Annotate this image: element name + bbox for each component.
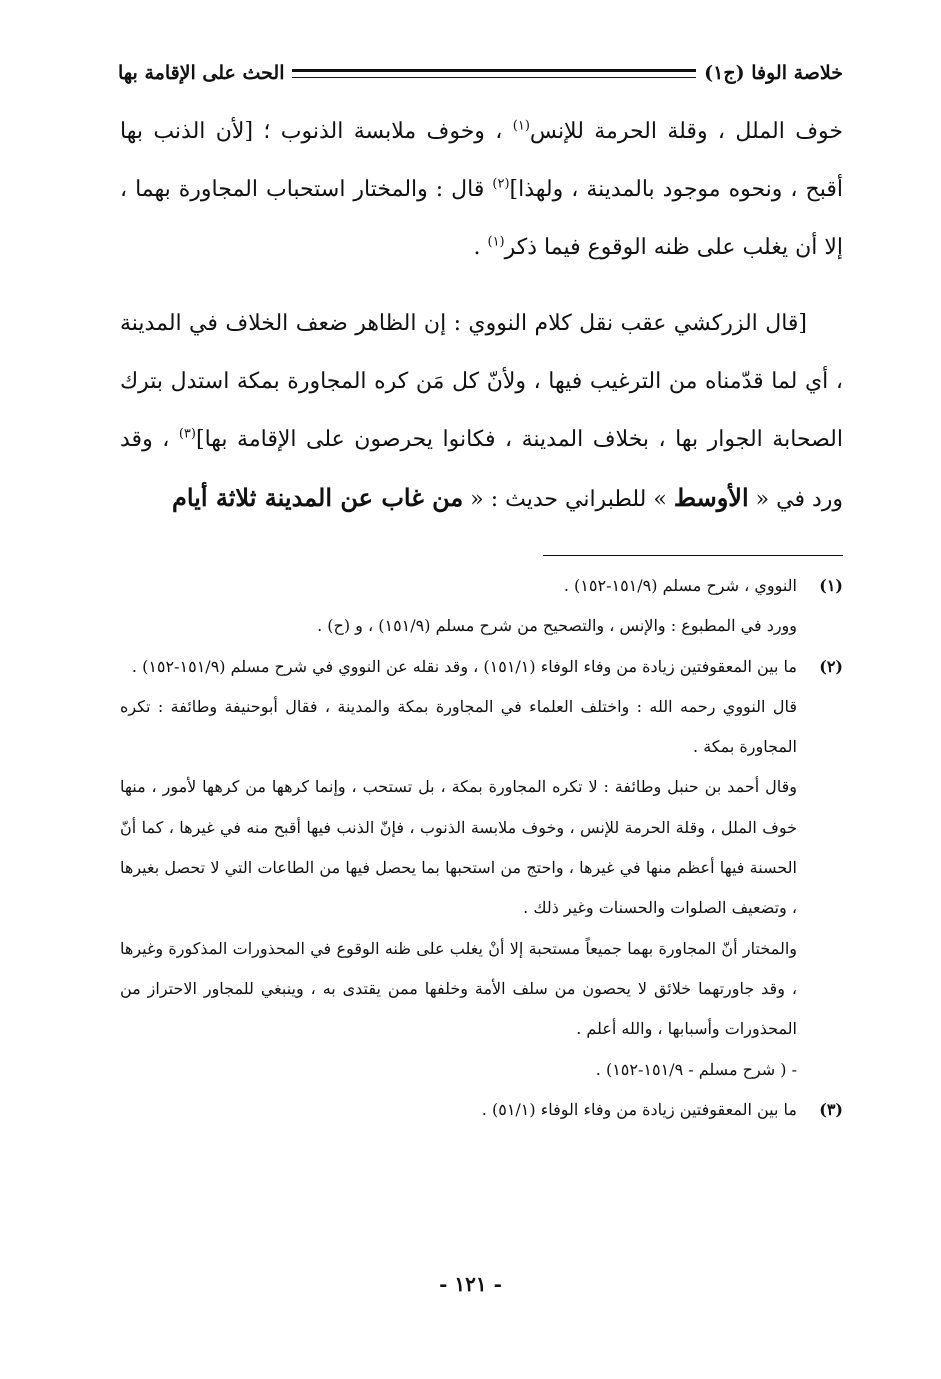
paragraph-1-text-b: ، وخوف ملابسة الذنوب ؛ [لأن الذنب بها أقبح ، ونحوه موجود بالمدينة ، ولهذا] bbox=[120, 119, 843, 202]
footnote-line: والمختار أنّ المجاورة بهما جميعاً مستحبة إلا أنْ يغلب على ظنه الوقوع في المحذورات المذكورة وغيرها ، وقد جاورتهما خلائق لا يحصون من سلف الأمة وخلفها ممن يقتدى به ، وينبغي للمجاور الاحتراز من المحذورات وأسبابها ، والله أعلم . bbox=[120, 938, 797, 1039]
footnotes bbox=[120, 566, 843, 1130]
footnote-1 bbox=[120, 566, 843, 647]
footnote-line: ما بين المعقوفتين زيادة من وفاء الوفاء (١٥١/١) ، وقد نقله عن النووي في شرح مسلم (١٥١/٩-١٥٢) . bbox=[131, 656, 797, 676]
footnote-line: النووي ، شرح مسلم (١٥١/٩-١٥٢) . bbox=[563, 576, 797, 595]
footnote-line: - ( شرح مسلم - ١٥١/٩-١٥٢) . bbox=[595, 1059, 797, 1079]
footnote-number: (٢) bbox=[819, 656, 843, 676]
book-title-emphasis: الأوسط bbox=[673, 483, 749, 512]
header-book-title: خلاصة الوفا (ج١) bbox=[704, 62, 843, 84]
footnote-separator bbox=[543, 555, 843, 556]
paragraph-1-text-d: . bbox=[473, 235, 488, 260]
main-text bbox=[120, 103, 843, 529]
footnote-number: (٣) bbox=[819, 1099, 843, 1119]
footnote-body bbox=[120, 566, 797, 647]
footnote-2 bbox=[120, 647, 843, 1090]
hadith-emphasis: من غاب عن المدينة ثلاثة أيام bbox=[172, 483, 464, 512]
footnote-body bbox=[120, 647, 797, 1090]
footnote-line: وقال أحمد بن حنبل وطائفة : لا تكره المجاورة بمكة ، بل تستحب ، وإنما كرهها من كرهها لأمور ، منها خوف الملل ، وقلة الحرمة للإنس ، وخوف ملابسة الذنوب ، فإنّ الذنب فيها أقبح منه في غيرها ، كما أنّ الحسنة فيها أعظم منها في غيرها ، واحتج من استحبها بما يحصل فيها من الطاعات التي لا تحصل بغيرها ، وتضعيف الصلوات والحسنات وغير ذلك . bbox=[120, 777, 797, 918]
running-header bbox=[118, 56, 843, 90]
footnote-ref: (٣) bbox=[178, 426, 196, 442]
paragraph-1-text-a: خوف الملل ، وقلة الحرمة للإنس bbox=[529, 119, 843, 144]
paragraph-1-text-c: قال : والمختار استحباب المجاورة بهما ، إلا أن يغلب على ظنه الوقوع فيما ذكر bbox=[120, 177, 843, 260]
footnote-body bbox=[120, 1090, 797, 1130]
footnote-ref: (١) bbox=[512, 118, 530, 134]
paragraph-1 bbox=[120, 103, 843, 277]
paragraph-2 bbox=[120, 295, 843, 529]
footnote-number: (١) bbox=[819, 576, 843, 595]
footnote-ref: (٢) bbox=[492, 176, 510, 192]
paragraph-2-text-c: » للطبراني حديث : « bbox=[463, 487, 674, 512]
footnote-line: وورد في المطبوع : والإنس ، والتصحيح من شرح مسلم (١٥١/٩) ، و (ح) . bbox=[317, 616, 797, 636]
footnote-3 bbox=[120, 1090, 843, 1130]
header-chapter-title: الحث على الإقامة بها bbox=[118, 62, 285, 84]
paragraph-2-text-b: ، وقد ورد في « bbox=[120, 427, 843, 512]
header-rule bbox=[292, 69, 696, 78]
footnote-ref: (١) bbox=[487, 234, 505, 250]
page-number: - ١٢١ - bbox=[439, 1272, 502, 1296]
footnote-line: قال النووي رحمه الله : واختلف العلماء في المجاورة بمكة والمدينة ، فقال أبوحنيفة وطائفة : تكره المجاورة بمكة . bbox=[120, 696, 797, 757]
footnote-line: ما بين المعقوفتين زيادة من وفاء الوفاء (٥١/١) . bbox=[481, 1099, 797, 1119]
paragraph-2-text-a: [قال الزركشي عقب نقل كلام النووي : إن الظاهر ضعف الخلاف في المدينة ، أي لما قدّمناه من الترغيب فيها ، ولأنّ كل مَن كره المجاورة بمكة استدل بترك الصحابة الجوار بها ، بخلاف المدينة ، فكانوا يحرصون على الإقامة بها] bbox=[120, 311, 844, 452]
